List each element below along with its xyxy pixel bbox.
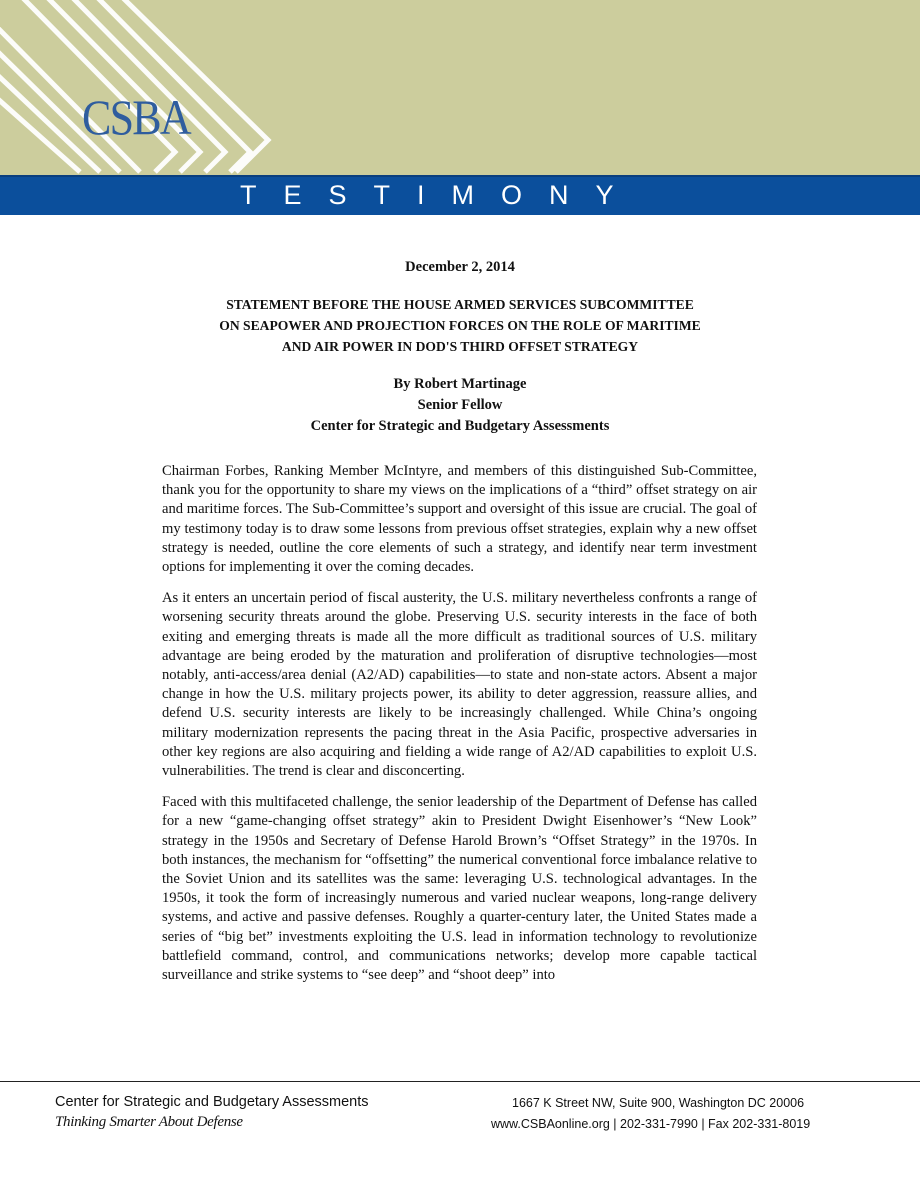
author-org: Center for Strategic and Budgetary Assessments	[310, 418, 610, 434]
chevron-stripes-graphic	[0, 0, 300, 175]
title-line: ON SEAPOWER AND PROJECTION FORCES ON THE ROLE OF MARITIME	[219, 318, 701, 333]
body-paragraph: As it enters an uncertain period of fiscal austerity, the U.S. military nevertheless confronts a range of worsening security threats around the globe. Preserving U.S. security interests in the face of both exiting and emerging threats is made all the more difficult as traditional sources of U.S. military advantage are being eroded by the maturation and proliferation of disruptive technologies—most notably, anti-access/area denial (A2/AD) capabilities—to state and non-state actors. Absent a major change in how the U.S. military projects power, its ability to deter aggression, reassure allies, and defend U.S. security interests are likely to be increasingly challenged. While China’s ongoing military modernization represents the pacing threat in the Asia Pacific, prospective adversaries in other key regions are also acquiring and fielding a wide range of A2/AD capabilities to exploit U.S. vulnerabilities. The trend is clear and disconcerting.	[162, 590, 757, 780]
testimony-banner	[0, 175, 920, 215]
footer-divider	[0, 1081, 920, 1082]
body-paragraph: Faced with this multifaceted challenge, the senior leadership of the Department of Defense has called for a new “game-changing offset strategy” akin to President Dwight Eisenhower’s “New Look” strategy in the 1950s and Secretary of Defense Harold Brown’s “Offset Strategy” in the 1970s. In both instances, the mechanism for “offsetting” the numerical conventional force imbalance relative to the Soviet Union and its satellites was the same: leveraging U.S. technological advantages. In the 1950s, it took the form of increasingly numerous and varied nuclear weapons, long-range delivery systems, and active and passive defenses. Roughly a quarter-century later, the United States made a series of “big bet” investments exploiting the U.S. lead in information technology to revolutionize battlefield command, control, and communications networks; develop more capable tactical surveillance and strike systems to “see deep” and “shoot deep” into	[162, 794, 757, 984]
footer-org-name: Center for Strategic and Budgetary Assessments	[55, 1094, 369, 1110]
document-title	[150, 294, 770, 357]
title-line: AND AIR POWER IN DOD'S THIRD OFFSET STRATEGY	[281, 339, 639, 354]
testimony-label: TESTIMONY	[240, 180, 641, 210]
header-band	[0, 0, 920, 175]
footer-contact: www.CSBAonline.org | 202-331-7990 | Fax 202-331-8019	[491, 1117, 811, 1131]
author-role: Senior Fellow	[417, 397, 503, 413]
document-date: December 2, 2014	[405, 259, 515, 275]
testimony-body	[162, 462, 757, 997]
footer-tagline: Thinking Smarter About Defense	[55, 1114, 243, 1130]
title-line: STATEMENT BEFORE THE HOUSE ARMED SERVICES SUBCOMMITTEE	[226, 297, 694, 312]
author-byline	[0, 374, 920, 437]
body-paragraph: Chairman Forbes, Ranking Member McIntyre, and members of this distinguished Sub-Committee, thank you for the opportunity to share my views on the implications of a “third” offset strategy on air and maritime forces. The Sub-Committee’s support and oversight of this issue are crucial. The goal of my testimony today is to draw some lessons from previous offset strategies, explain why a new offset strategy is needed, outline the core elements of such a strategy, and identify near term investment options for implementing it over the coming decades.	[162, 463, 757, 576]
author-name: By Robert Martinage	[393, 376, 527, 392]
csba-logo: CSBA	[82, 89, 190, 145]
footer-address: 1667 K Street NW, Suite 900, Washington DC 20006	[512, 1096, 805, 1110]
